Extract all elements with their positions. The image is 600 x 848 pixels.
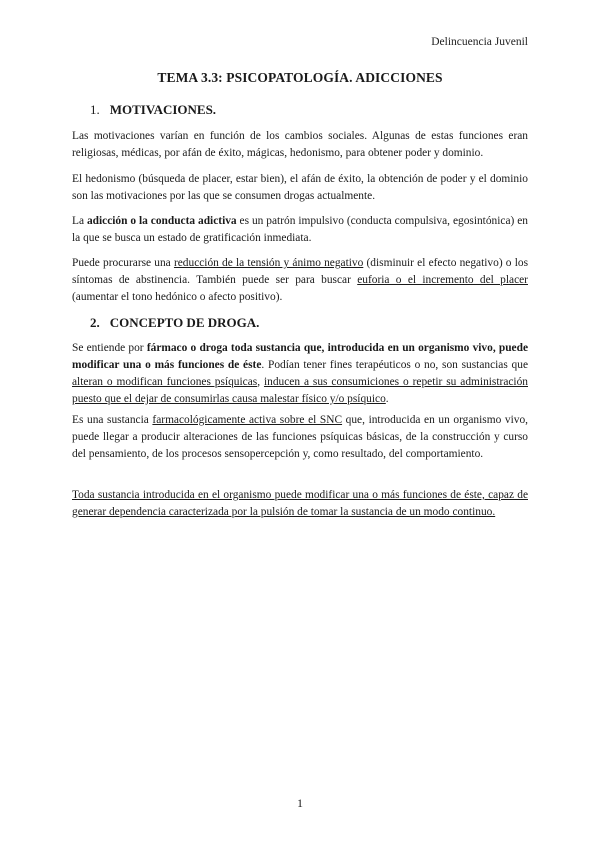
text-run: . Podían tener fines terapéuticos o no, son sustancias que: [261, 359, 528, 371]
underlined-phrase: alteran o modifican funciones psíquicas: [72, 376, 258, 388]
paragraph-adiccion: [72, 213, 528, 247]
paragraph-dependencia: Toda sustancia introducida en el organismo puede modificar una o más funciones de éste, capaz de generar dependencia caracterizada por la pulsión de tomar la sustancia de un modo continuo.: [72, 489, 528, 518]
section-title: CONCEPTO DE DROGA.: [109, 315, 260, 330]
bold-term-adiccion: adicción o la conducta adictiva: [86, 215, 237, 227]
text-run: (disminuir el efecto negativo) o los síntomas de abstinencia. También puede ser para buscar: [72, 257, 528, 286]
underlined-phrase: reducción de la tensión y ánimo negativo: [173, 257, 364, 269]
section-heading-motivaciones: [90, 102, 216, 118]
text-run: (aumentar el tono hedónico o afecto positivo).: [72, 291, 283, 303]
underlined-phrase: inducen a sus consumiciones o repetir su administración puesto que el dejar de consumirlas causa malestar físico y/o psíquico: [72, 376, 528, 405]
page-number: 1: [297, 796, 303, 810]
text-run: La: [72, 215, 87, 227]
text-run: es un patrón impulsivo (conducta compulsiva, egosintónica) en la que se busca un estado de gratificación inmediata.: [72, 215, 528, 244]
text-run: Se entiende por: [72, 342, 147, 354]
section-number: 2.: [90, 315, 100, 330]
section-title: MOTIVACIONES.: [109, 102, 217, 117]
section-number: 1.: [90, 102, 100, 117]
running-header: Delincuencia Juvenil: [431, 36, 528, 48]
bold-definition: fármaco o droga toda sustancia que, introducida en un organismo vivo, puede modificar una o más funciones de éste: [72, 342, 529, 371]
section-heading-concepto-droga: [90, 315, 259, 331]
text-run: Puede procurarse una: [72, 257, 174, 269]
page-title: TEMA 3.3: PSICOPATOLOGÍA. ADICCIONES: [157, 70, 443, 85]
paragraph-definicion-droga: [72, 340, 528, 408]
paragraph-reduccion-tension: [72, 255, 528, 306]
underlined-phrase: euforia o el incremento del placer: [357, 274, 528, 286]
paragraph-hedonismo: El hedonismo (búsqueda de placer, estar bien), el afán de éxito, la obtención de poder y el dominio son las motivaciones por las que se consumen drogas actualmente.: [72, 173, 528, 202]
underlined-phrase: farmacológicamente activa sobre el SNC: [152, 414, 343, 426]
text-run: ,: [257, 376, 264, 388]
paragraph-motivaciones-intro: Las motivaciones varían en función de los cambios sociales. Algunas de estas funciones eran religiosas, médicas, por afán de éxito, mágicas, hedonismo, para obtener poder y dominio.: [72, 130, 528, 159]
text-run: que, introducida en un organismo vivo, puede llegar a producir alteraciones de las funciones psíquicas básicas, de la construcción y curso del pensamiento, de los procesos sensopercepción y, como resultado, del comportamiento.: [72, 414, 528, 460]
paragraph-sustancia-snc: [72, 412, 528, 463]
text-run: .: [385, 393, 389, 405]
text-run: Es una sustancia: [72, 414, 153, 426]
